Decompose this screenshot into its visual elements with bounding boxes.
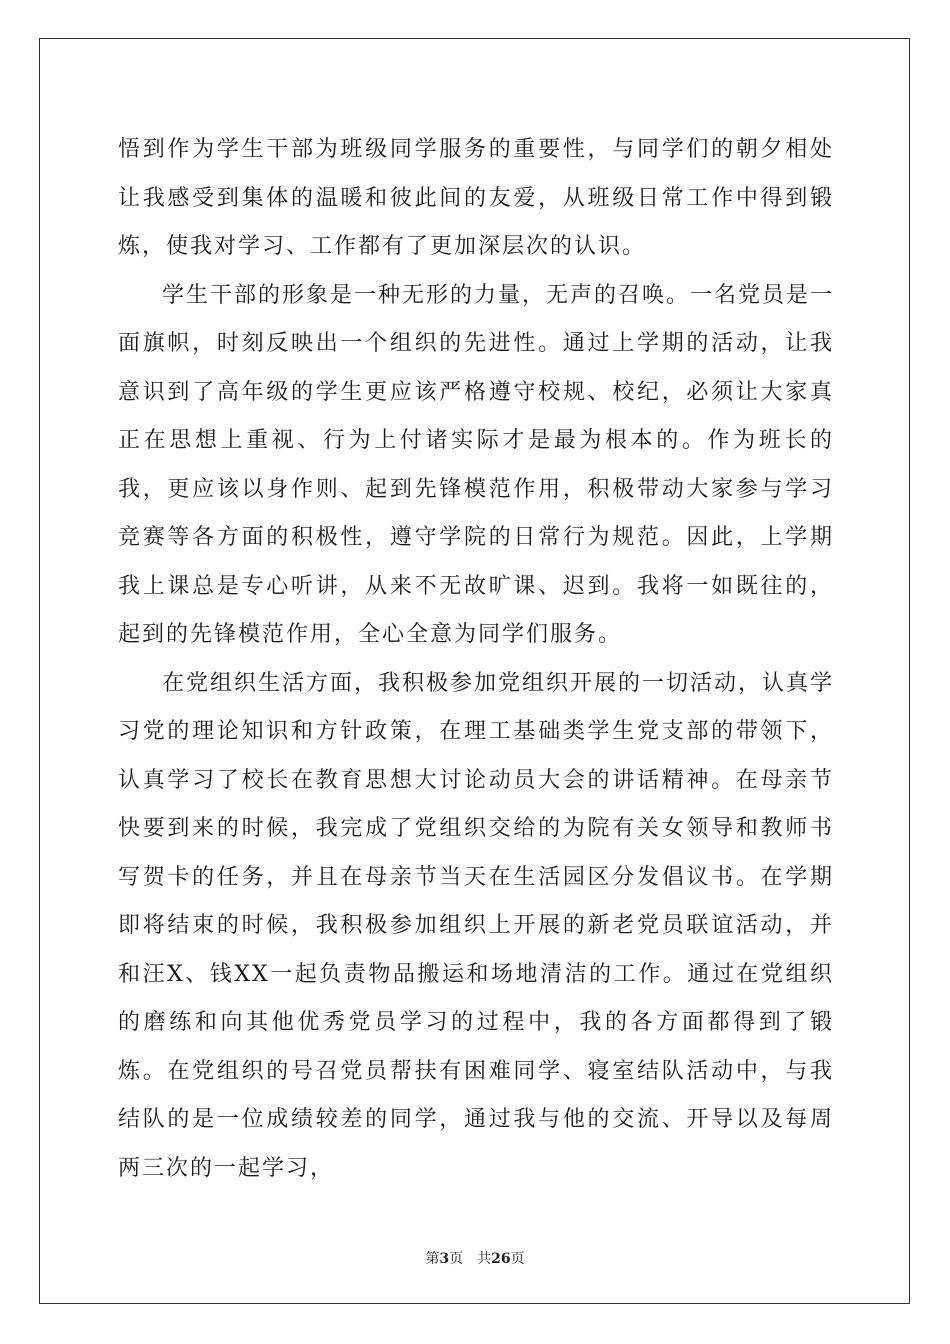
total-suffix: 页 xyxy=(510,1251,525,1267)
page-footer xyxy=(0,1248,950,1268)
paragraph-1: 悟到作为学生干部为班级同学服务的重要性，与同学们的朝夕相处让我感受到集体的温暖和彼此间的友爱，从班级日常工作中得到锻炼，使我对学习、工作都有了更加深层次的认识。 xyxy=(118,137,834,259)
total-pages: 26 xyxy=(491,1251,511,1267)
page-suffix: 页 xyxy=(449,1251,464,1267)
paragraph-3: 在党组织生活方面，我积极参加党组织开展的一切活动，认真学习党的理论知识和方针政策，在理工基础类学生党支部的带领下，认真学习了校长在教育思想大讨论动员大会的讲话精神。在母亲节快要到来的时候，我完成了党组织交给的为院有关女领导和教师书写贺卡的任务，并且在母亲节当天在生活园区分发倡议书。在学期即将结束的时候，我积极参加组织上开展的新老党员联谊活动，并和汪X、钱XX一起负责物品搬运和场地清洁的工作。通过在党组织的磨练和向其他优秀党员学习的过程中，我的各方面都得到了锻炼。在党组织的号召党员帮扶有困难同学、寝室结队活动中，与我结队的是一位成绩较差的同学，通过我与他的交流、开导以及每周两三次的一起学习， xyxy=(118,670,835,1181)
document-body xyxy=(118,126,834,1193)
total-prefix: 共 xyxy=(477,1251,492,1267)
page-prefix: 第 xyxy=(425,1251,440,1267)
page-number: 3 xyxy=(439,1251,450,1267)
paragraph-2: 学生干部的形象是一种无形的力量，无声的召唤。一名党员是一面旗帜，时刻反映出一个组织的先进性。通过上学期的活动，让我意识到了高年级的学生更应该严格遵守校规、校纪，必须让大家真正在思想上重视、行为上付诸实际才是最为根本的。作为班长的我，更应该以身作则、起到先锋模范作用，积极带动大家参与学习竞赛等各方面的积极性，遵守学院的日常行为规范。因此，上学期我上课总是专心听讲，从来不无故旷课、迟到。我将一如既往的，起到的先锋模范作用，全心全意为同学们服务。 xyxy=(118,282,835,647)
